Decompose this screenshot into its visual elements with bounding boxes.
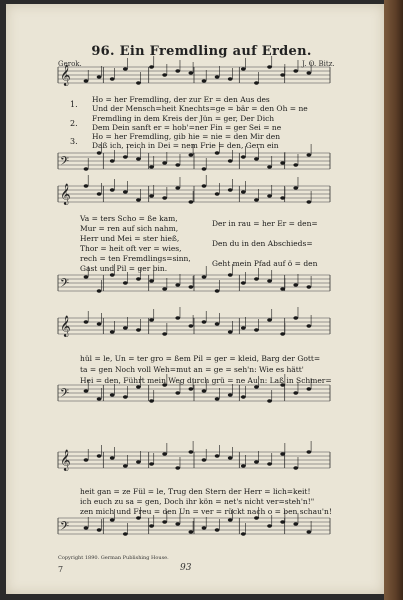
note-head — [175, 163, 180, 166]
note-head — [241, 395, 246, 398]
note-head — [175, 522, 180, 525]
note-head — [149, 279, 154, 282]
treble-clef-icon: 𝄞 — [60, 316, 71, 337]
bass-clef-icon: 𝄢 — [60, 387, 70, 403]
note-head — [306, 530, 311, 533]
note-head — [188, 530, 193, 533]
note-head — [202, 389, 207, 392]
note-head — [293, 391, 298, 394]
note-head — [202, 275, 207, 278]
note-head — [188, 285, 193, 288]
note-head — [123, 281, 128, 284]
note-head — [280, 161, 285, 164]
note-head — [110, 159, 115, 162]
note-head — [110, 77, 115, 80]
note-head — [280, 287, 285, 290]
note-head — [306, 450, 311, 453]
note-head — [162, 196, 167, 199]
note-head — [136, 81, 141, 84]
note-head — [175, 466, 180, 469]
lyric-line: zen mich und Freu = den Un = ver = rückt nach o = ben schau'n! — [80, 507, 332, 516]
note-head — [110, 456, 115, 459]
note-head — [306, 71, 311, 74]
lyric-line: Dem Dein sanft er = hob'=ner Fin = ger Sei = ne — [92, 123, 282, 132]
lyric-line: ich euch zu sa = gen, Doch ihr kön = net's nicht ver=steh'n!" — [80, 497, 315, 506]
lyric-line: Hei = den, Führt mein Weg durch grü = ne Au'n: Laß in Schmer= — [80, 376, 332, 385]
note-head — [149, 318, 154, 321]
note-head — [267, 165, 272, 168]
note-head — [188, 71, 193, 74]
treble-clef-icon: 𝄞 — [60, 65, 71, 86]
note-head — [267, 194, 272, 197]
note-head — [241, 532, 246, 535]
note-head — [215, 75, 220, 78]
note-head — [202, 79, 207, 82]
note-head — [136, 516, 141, 519]
note-head — [202, 458, 207, 461]
note-head — [110, 518, 115, 521]
treble-clef-icon: 𝄞 — [60, 450, 71, 471]
note-head — [136, 277, 141, 280]
note-head — [175, 69, 180, 72]
note-head — [228, 393, 233, 396]
note-head — [123, 326, 128, 329]
note-head — [136, 328, 141, 331]
treble-clef-icon: 𝄞 — [60, 184, 71, 205]
hymn-title: 96. Ein Fremdling auf Erden. — [91, 44, 312, 59]
note-head — [215, 192, 220, 195]
lyric-line: Herr und Mei = ster hieß, — [80, 234, 180, 243]
note-head — [149, 399, 154, 402]
lyric-line: ta = gen Noch voll Weh=mut an = ge = seh'n: Wie es hätt' — [80, 365, 304, 374]
note-head — [97, 75, 102, 78]
note-head — [149, 165, 154, 168]
note-head — [110, 188, 115, 191]
bass-clef-icon: 𝄢 — [60, 155, 70, 171]
note-head — [202, 526, 207, 529]
note-head — [293, 186, 298, 189]
note-head — [293, 283, 298, 286]
verse-number-1: 1. — [70, 100, 78, 109]
note-head — [84, 458, 89, 461]
note-head — [306, 285, 311, 288]
note-head — [84, 389, 89, 392]
note-head — [267, 279, 272, 282]
note-head — [241, 190, 246, 193]
note-head — [123, 532, 128, 535]
lyric-line: Daß ich, reich in Dei = nem Frie = den, Gern ein — [92, 141, 279, 150]
lyric-line: Gast und Pil = ger bin. — [80, 264, 168, 273]
note-head — [202, 320, 207, 323]
note-head — [254, 277, 259, 280]
note-head — [306, 324, 311, 327]
note-head — [162, 287, 167, 290]
note-head — [97, 151, 102, 154]
note-head — [254, 328, 259, 331]
note-head — [241, 464, 246, 467]
note-head — [241, 155, 246, 158]
note-head — [162, 161, 167, 164]
note-head — [136, 157, 141, 160]
note-head — [267, 524, 272, 527]
note-head — [175, 186, 180, 189]
copyright-notice: Copyright 1890. German Publishing House. — [58, 555, 169, 561]
bass-clef-icon: 𝄢 — [60, 520, 70, 536]
composer-name: J. O. Bitz. — [302, 60, 335, 68]
note-head — [306, 387, 311, 390]
lyric-line: Ho = her Fremdling, gib hie = nie = den Mir den — [92, 132, 281, 141]
note-head — [84, 79, 89, 82]
note-head — [215, 528, 220, 531]
note-head — [267, 399, 272, 402]
note-head — [123, 67, 128, 70]
note-head — [175, 283, 180, 286]
note-head — [84, 526, 89, 529]
note-head — [228, 273, 233, 276]
note-head — [123, 464, 128, 467]
note-head — [136, 198, 141, 201]
note-head — [293, 316, 298, 319]
verse-number-2: 2. — [70, 119, 78, 128]
note-head — [280, 520, 285, 523]
note-head — [293, 522, 298, 525]
note-head — [241, 67, 246, 70]
lyric-line: Va = ters Scho = ße kam, — [80, 214, 178, 223]
lyric-line: hül = le, Un = ter gro = ßem Pil = ger = kleid, Barg der Gott= — [80, 354, 321, 363]
note-head — [228, 518, 233, 521]
note-head — [202, 167, 207, 170]
note-head — [254, 516, 259, 519]
note-head — [306, 200, 311, 203]
note-head — [123, 190, 128, 193]
lyric-line: rech = ten Fremdlings=sinn, — [80, 254, 191, 263]
note-head — [97, 454, 102, 457]
note-head — [228, 77, 233, 80]
note-head — [110, 393, 115, 396]
note-head — [306, 153, 311, 156]
note-head — [228, 456, 233, 459]
note-head — [228, 159, 233, 162]
note-head — [241, 326, 246, 329]
note-head — [188, 324, 193, 327]
note-head — [254, 81, 259, 84]
note-head — [254, 460, 259, 463]
note-head — [97, 528, 102, 531]
note-head — [149, 194, 154, 197]
note-head — [267, 462, 272, 465]
lyric-line: Geht mein Pfad auf ö = den — [212, 259, 318, 268]
lyric-line: Fremdling in dem Kreis der Jün = ger, Der Dich — [92, 114, 275, 123]
note-head — [280, 73, 285, 76]
note-head — [280, 332, 285, 335]
note-head — [293, 69, 298, 72]
note-head — [84, 275, 89, 278]
note-head — [175, 316, 180, 319]
note-head — [97, 192, 102, 195]
note-head — [84, 167, 89, 170]
note-head — [280, 452, 285, 455]
note-head — [228, 188, 233, 191]
note-head — [97, 322, 102, 325]
note-head — [149, 462, 154, 465]
note-head — [215, 151, 220, 154]
note-head — [215, 454, 220, 457]
note-head — [241, 281, 246, 284]
note-head — [84, 184, 89, 187]
note-head — [149, 524, 154, 527]
tune-label: Gerok. — [58, 60, 82, 68]
note-head — [162, 332, 167, 335]
note-head — [267, 318, 272, 321]
note-head — [162, 73, 167, 76]
note-head — [267, 65, 272, 68]
note-head — [110, 273, 115, 276]
note-head — [110, 330, 115, 333]
note-head — [254, 157, 259, 160]
note-head — [188, 450, 193, 453]
note-head — [280, 196, 285, 199]
note-head — [188, 200, 193, 203]
verse-number-3: 3. — [70, 137, 78, 146]
note-head — [215, 322, 220, 325]
lyric-line: Thor = heit oft ver = wies, — [80, 244, 182, 253]
note-head — [123, 395, 128, 398]
note-head — [123, 155, 128, 158]
note-head — [293, 163, 298, 166]
lyric-line: Den du in den Abschieds= — [212, 239, 313, 248]
lyric-line: Und der Mensch=heit Knechts=ge = bär = den Oh = ne — [92, 104, 308, 113]
lyric-line: heit gan = ze Fül = le, Trug den Stern der Herr = lich=keit! — [80, 487, 311, 496]
note-head — [175, 391, 180, 394]
note-head — [97, 397, 102, 400]
note-head — [136, 385, 141, 388]
note-head — [97, 289, 102, 292]
note-head — [162, 452, 167, 455]
lyric-line: Mur = ren auf sich nahm, — [80, 224, 179, 233]
page-number: 93 — [180, 563, 192, 573]
bass-clef-icon: 𝄢 — [60, 277, 70, 293]
lyric-line: Der in rau = her Er = den= — [212, 219, 318, 228]
note-head — [202, 184, 207, 187]
lyric-line: Ho = her Fremdling, der zur Er = den Aus des — [92, 95, 270, 104]
signature-mark: 7 — [58, 565, 64, 574]
note-head — [84, 320, 89, 323]
note-head — [228, 330, 233, 333]
note-head — [136, 460, 141, 463]
note-head — [188, 387, 193, 390]
note-head — [254, 198, 259, 201]
note-head — [215, 397, 220, 400]
note-head — [188, 153, 193, 156]
note-head — [254, 385, 259, 388]
note-head — [162, 520, 167, 523]
note-head — [215, 289, 220, 292]
note-head — [149, 65, 154, 68]
note-head — [293, 466, 298, 469]
